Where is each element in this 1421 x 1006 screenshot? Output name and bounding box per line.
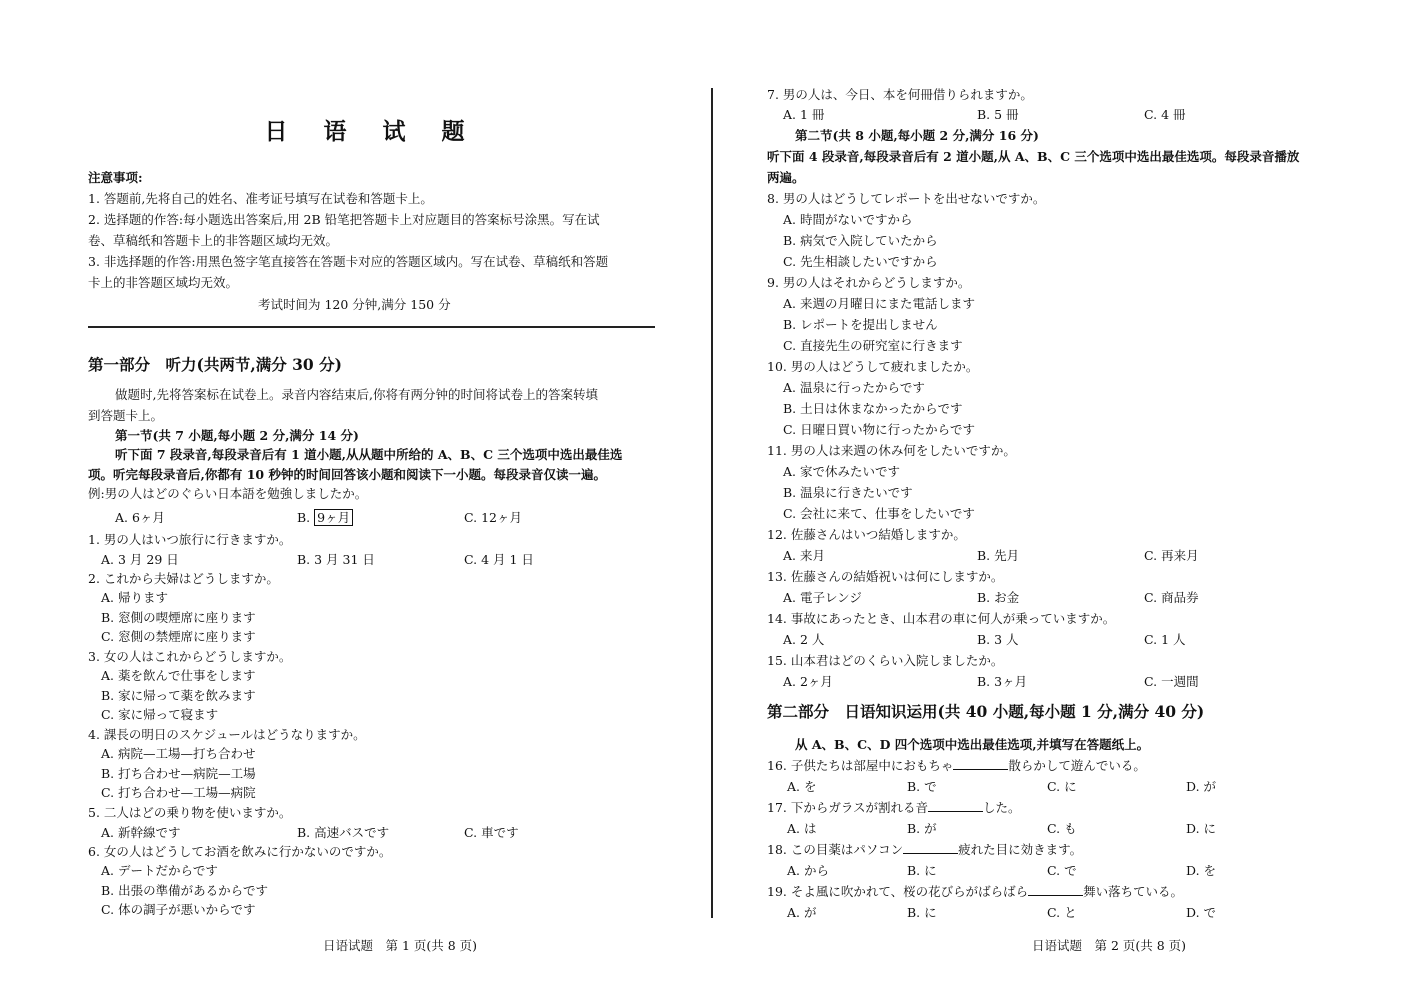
question-text: した。 (982, 800, 1021, 815)
option: B. で (907, 779, 937, 794)
section1-instructions: 听下面 7 段录音,每段录音后有 1 道小题,从从题中所给的 A、B、C 三个选项中选出最佳选 (115, 447, 623, 462)
option: C. 4 冊 (1144, 107, 1186, 122)
option: A. デートだからです (101, 863, 218, 878)
question-text: 散らかして遊んでいる。 (1008, 758, 1146, 773)
question-text: 16. 子供たちは部屋中におもちゃ (767, 758, 954, 773)
option: A. 2ヶ月 (783, 674, 833, 689)
answer-blank (928, 799, 983, 812)
option: C. 一週間 (1144, 674, 1199, 689)
option: A. 薬を飲んで仕事をします (101, 668, 256, 683)
option: C. と (1047, 905, 1077, 920)
option: B. 窓側の喫煙席に座ります (101, 610, 256, 625)
option: A. を (787, 779, 817, 794)
option: A. 来月 (783, 548, 825, 563)
notice-item: 卷、草稿纸和答题卡上的非答题区域均无效。 (88, 233, 339, 248)
option: B. 3 人 (977, 632, 1019, 647)
option: B. に (907, 863, 937, 878)
example-question: 例:男の人はどのぐらい日本語を勉強しましたか。 (88, 486, 368, 501)
section2-instructions: 两遍。 (767, 170, 805, 185)
option: C. 直接先生の研究室に行きます (783, 338, 963, 353)
option: C. で (1047, 863, 1077, 878)
horizontal-rule (88, 326, 655, 328)
question: 1. 男の人はいつ旅行に行きますか。 (88, 532, 292, 547)
question: 12. 佐藤さんはいつ結婚しますか。 (767, 527, 966, 542)
option-prefix: B. (297, 510, 315, 525)
section2-instructions: 听下面 4 段录音,每段录音后有 2 道小题,从 A、B、C 三个选项中选出最佳选项。每段录音播放 (767, 149, 1300, 164)
question: 4. 課長の明日のスケジュールはどうなりますか。 (88, 727, 366, 742)
part2-instructions: 从 A、B、C、D 四个选项中选出最佳选项,并填写在答题纸上。 (795, 737, 1150, 752)
option: B. に (907, 905, 937, 920)
question: 7. 男の人は、今日、本を何冊借りられますか。 (767, 87, 1033, 102)
notice-item: 卡上的非答题区域均无效。 (88, 275, 239, 290)
question (767, 757, 1146, 775)
right-page (767, 0, 1367, 1006)
option: A. 3 月 29 日 (101, 552, 179, 567)
boxed-answer: 9ヶ月 (314, 509, 353, 526)
question: 9. 男の人はそれからどうしますか。 (767, 275, 971, 290)
notice-item: 2. 选择题的作答:每小题选出答案后,用 2B 铅笔把答题卡上对应题目的答案标号涂黑。写在试 (88, 212, 600, 227)
question: 3. 女の人はこれからどうしますか。 (88, 649, 292, 664)
option: A. 電子レンジ (783, 590, 862, 605)
answer-blank (953, 757, 1008, 770)
option: C. 打ち合わせ—工場—病院 (101, 785, 256, 800)
option: C. 体の調子が悪いからです (101, 902, 256, 917)
part1-intro: 到答题卡上。 (88, 408, 164, 423)
question-text: 19. そよ風に吹かれて、桜の花びらがばらばら (767, 884, 1029, 899)
option: B. 温泉に行きたいです (783, 485, 913, 500)
question: 11. 男の人は来週の休み何をしたいですか。 (767, 443, 1016, 458)
left-page (88, 0, 655, 1006)
option: C. 会社に来て、仕事をしたいです (783, 506, 975, 521)
question-text: 18. この目薬はパソコン (767, 842, 904, 857)
question-text: 疲れた目に効きます。 (958, 842, 1083, 857)
answer-blank (1028, 883, 1083, 896)
question-text: 舞い落ちている。 (1083, 884, 1183, 899)
question: 14. 事故にあったとき、山本君の車に何人が乗っていますか。 (767, 611, 1116, 626)
option: B. 先月 (977, 548, 1020, 563)
option: B. 打ち合わせ—病院—工場 (101, 766, 256, 781)
option: A. 家で休みたいです (783, 464, 900, 479)
option: A. 来週の月曜日にまた電話します (783, 296, 975, 311)
option: B. 3ヶ月 (977, 674, 1028, 689)
option: A. 1 冊 (783, 107, 825, 122)
part1-intro: 做题时,先将答案标在试卷上。录音内容结束后,你将有两分钟的时间将试卷上的答案转填 (115, 387, 598, 402)
option: C. 1 人 (1144, 632, 1186, 647)
option: A. 時間がないですから (783, 212, 913, 227)
option: A. 帰ります (101, 590, 168, 605)
option: B. 高速バスです (297, 825, 390, 840)
notice-title: 注意事项: (88, 170, 143, 185)
option: C. 4 月 1 日 (464, 552, 534, 567)
option: D. を (1186, 863, 1217, 878)
option: A. から (787, 863, 829, 878)
option: A. は (787, 821, 817, 836)
option: B. 土日は休まなかったからです (783, 401, 963, 416)
option: A. 温泉に行ったからです (783, 380, 925, 395)
option: C. 商品券 (1144, 590, 1199, 605)
question: 15. 山本君はどのくらい入院しましたか。 (767, 653, 1004, 668)
option: C. 車です (464, 825, 519, 840)
section1-title: 第一节(共 7 小题,每小题 2 分,满分 14 分) (115, 428, 359, 443)
notice-item: 1. 答题前,先将自己的姓名、准考证号填写在试卷和答题卡上。 (88, 191, 433, 206)
example-option-b (297, 509, 353, 527)
answer-blank (903, 841, 958, 854)
page-divider (711, 88, 713, 918)
section2-title: 第二节(共 8 小题,每小题 2 分,满分 16 分) (795, 128, 1039, 143)
option: B. が (907, 821, 937, 836)
option: A. 新幹線です (101, 825, 181, 840)
option: C. 先生相談したいですから (783, 254, 938, 269)
section1-instructions: 项。听完每段录音后,你都有 10 秒钟的时间回答该小题和阅读下一小题。每段录音仅读一遍。 (88, 467, 606, 482)
option: C. 家に帰って寝ます (101, 707, 219, 722)
page-footer: 日语试题 第 1 页(共 8 页) (323, 938, 478, 953)
option: D. で (1186, 905, 1217, 920)
option: A. 2 人 (783, 632, 825, 647)
option: C. に (1047, 779, 1077, 794)
question-text: 17. 下からガラスが割れる音 (767, 800, 928, 815)
notice-item: 3. 非选择题的作答:用黑色签字笔直接答在答题卡对应的答题区域内。写在试卷、草稿纸和答题 (88, 254, 609, 269)
option: B. 5 冊 (977, 107, 1019, 122)
option: B. 3 月 31 日 (297, 552, 375, 567)
option: C. 窓側の禁煙席に座ります (101, 629, 256, 644)
option: B. レポートを提出しません (783, 317, 938, 332)
question: 2. これから夫婦はどうしますか。 (88, 571, 279, 586)
question: 10. 男の人はどうして疲れましたか。 (767, 359, 979, 374)
option: B. お金 (977, 590, 1020, 605)
option: B. 家に帰って薬を飲みます (101, 688, 256, 703)
option: D. に (1186, 821, 1217, 836)
exam-title: 日 语 试 题 (264, 118, 479, 145)
option: A. 病院—工場—打ち合わせ (101, 746, 256, 761)
option: C. 12ヶ月 (464, 510, 522, 525)
option: C. も (1047, 821, 1077, 836)
question: 13. 佐藤さんの結婚祝いは何にしますか。 (767, 569, 1004, 584)
question: 6. 女の人はどうしてお酒を飲みに行かないのですか。 (88, 844, 392, 859)
question (767, 883, 1183, 901)
option: C. 再来月 (1144, 548, 1199, 563)
question: 8. 男の人はどうしてレポートを出せないですか。 (767, 191, 1046, 206)
part2-title: 第二部分 日语知识运用(共 40 小题,每小题 1 分,满分 40 分) (767, 702, 1205, 721)
question: 5. 二人はどの乗り物を使いますか。 (88, 805, 292, 820)
option: C. 日曜日買い物に行ったからです (783, 422, 975, 437)
question (767, 841, 1082, 859)
part1-title: 第一部分 听力(共两节,满分 30 分) (88, 355, 342, 374)
option: D. が (1186, 779, 1217, 794)
option: A. 6ヶ月 (115, 510, 165, 525)
page-footer: 日语试题 第 2 页(共 8 页) (1032, 938, 1187, 953)
option: A. が (787, 905, 817, 920)
question (767, 799, 1021, 817)
exam-time: 考试时间为 120 分钟,满分 150 分 (258, 297, 451, 312)
option: B. 病気で入院していたから (783, 233, 938, 248)
option: B. 出張の準備があるからです (101, 883, 269, 898)
